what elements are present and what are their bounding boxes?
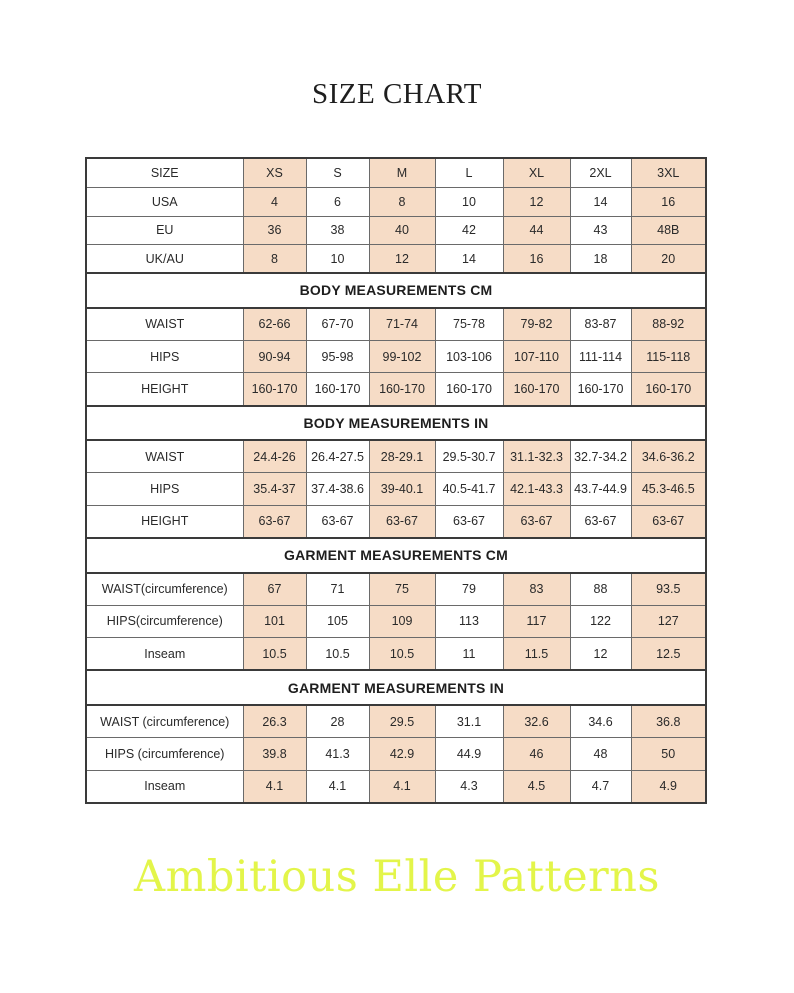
table-cell: 31.1: [435, 705, 503, 738]
table-cell: 4.5: [503, 770, 570, 803]
table-cell: 42.1-43.3: [503, 473, 570, 506]
table-cell: 63-67: [503, 505, 570, 538]
table-cell: 63-67: [631, 505, 706, 538]
table-cell: 10: [435, 188, 503, 217]
table-cell: 26.4-27.5: [306, 440, 369, 473]
table-cell: 11: [435, 638, 503, 671]
table-cell: 160-170: [369, 373, 435, 406]
row-label: HIPS: [86, 473, 243, 506]
row-label: WAIST: [86, 308, 243, 341]
table-cell: 93.5: [631, 573, 706, 606]
table-cell: 79-82: [503, 308, 570, 341]
table-cell: 45.3-46.5: [631, 473, 706, 506]
table-cell: 16: [631, 188, 706, 217]
measurement-row: [86, 638, 706, 671]
table-cell: 12: [503, 188, 570, 217]
table-cell: 3XL: [631, 158, 706, 188]
section-heading: GARMENT MEASUREMENTS CM: [86, 538, 706, 573]
row-label: HEIGHT: [86, 373, 243, 406]
table-cell: 4: [243, 188, 306, 217]
table-cell: 34.6: [570, 705, 631, 738]
measurement-row: [86, 340, 706, 373]
row-label: Inseam: [86, 638, 243, 671]
page-title: SIZE CHART: [311, 78, 482, 110]
section-heading-row: [86, 670, 706, 705]
row-label: UK/AU: [86, 245, 243, 274]
table-cell: 4.1: [243, 770, 306, 803]
table-cell: 75: [369, 573, 435, 606]
section-heading: BODY MEASUREMENTS IN: [86, 406, 706, 441]
table-cell: 20: [631, 245, 706, 274]
table-cell: 109: [369, 605, 435, 638]
table-cell: 12: [369, 245, 435, 274]
table-cell: 88-92: [631, 308, 706, 341]
table-cell: 16: [503, 245, 570, 274]
row-label: WAIST: [86, 440, 243, 473]
section-heading-row: [86, 273, 706, 308]
row-label: USA: [86, 188, 243, 217]
size-chart-table: [85, 157, 707, 804]
table-cell: 79: [435, 573, 503, 606]
table-cell: 29.5: [369, 705, 435, 738]
table-cell: 127: [631, 605, 706, 638]
table-cell: 63-67: [435, 505, 503, 538]
table-cell: 43.7-44.9: [570, 473, 631, 506]
table-cell: 32.7-34.2: [570, 440, 631, 473]
table-cell: 99-102: [369, 340, 435, 373]
table-cell: 28: [306, 705, 369, 738]
table-cell: 4.1: [369, 770, 435, 803]
table-cell: 10.5: [369, 638, 435, 671]
measurement-row: [86, 738, 706, 771]
brand-name: Ambitious Elle Patterns: [134, 852, 660, 902]
table-cell: 115-118: [631, 340, 706, 373]
table-cell: 117: [503, 605, 570, 638]
measurement-row: [86, 770, 706, 803]
table-cell: 4.3: [435, 770, 503, 803]
table-cell: 160-170: [435, 373, 503, 406]
table-cell: XL: [503, 158, 570, 188]
table-cell: 63-67: [306, 505, 369, 538]
table-cell: 113: [435, 605, 503, 638]
table-cell: 32.6: [503, 705, 570, 738]
table-cell: 11.5: [503, 638, 570, 671]
measurement-row: [86, 308, 706, 341]
table-cell: 14: [435, 245, 503, 274]
table-cell: 44.9: [435, 738, 503, 771]
table-cell: 26.3: [243, 705, 306, 738]
table-cell: 39.8: [243, 738, 306, 771]
table-cell: 160-170: [306, 373, 369, 406]
measurement-row: [86, 373, 706, 406]
section-heading: GARMENT MEASUREMENTS IN: [86, 670, 706, 705]
table-cell: 39-40.1: [369, 473, 435, 506]
table-cell: 48B: [631, 216, 706, 245]
section-heading-row: [86, 538, 706, 573]
table-cell: 8: [369, 188, 435, 217]
table-cell: 160-170: [243, 373, 306, 406]
measurement-row: [86, 573, 706, 606]
section-heading-row: [86, 406, 706, 441]
row-label: WAIST(circumference): [86, 573, 243, 606]
size-conversion-row: [86, 188, 706, 217]
table-cell: 88: [570, 573, 631, 606]
table-cell: 71-74: [369, 308, 435, 341]
table-cell: 46: [503, 738, 570, 771]
table-cell: 50: [631, 738, 706, 771]
table-cell: 67: [243, 573, 306, 606]
table-cell: 38: [306, 216, 369, 245]
measurement-row: [86, 605, 706, 638]
table-cell: 4.1: [306, 770, 369, 803]
table-cell: 18: [570, 245, 631, 274]
table-cell: 36.8: [631, 705, 706, 738]
table-cell: 42.9: [369, 738, 435, 771]
table-cell: 122: [570, 605, 631, 638]
table-cell: 29.5-30.7: [435, 440, 503, 473]
table-cell: 41.3: [306, 738, 369, 771]
table-cell: 2XL: [570, 158, 631, 188]
section-heading: BODY MEASUREMENTS CM: [86, 273, 706, 308]
size-header-row: [86, 158, 706, 188]
table-cell: 160-170: [503, 373, 570, 406]
row-label: Inseam: [86, 770, 243, 803]
table-cell: 4.9: [631, 770, 706, 803]
table-cell: 24.4-26: [243, 440, 306, 473]
table-cell: 101: [243, 605, 306, 638]
table-cell: 4.7: [570, 770, 631, 803]
table-cell: 44: [503, 216, 570, 245]
table-cell: 63-67: [369, 505, 435, 538]
size-conversion-row: [86, 245, 706, 274]
measurement-row: [86, 505, 706, 538]
table-cell: 75-78: [435, 308, 503, 341]
table-cell: 10: [306, 245, 369, 274]
table-cell: 71: [306, 573, 369, 606]
measurement-row: [86, 473, 706, 506]
row-label: HIPS(circumference): [86, 605, 243, 638]
size-conversion-row: [86, 216, 706, 245]
table-cell: 14: [570, 188, 631, 217]
table-cell: 43: [570, 216, 631, 245]
table-cell: L: [435, 158, 503, 188]
table-cell: 111-114: [570, 340, 631, 373]
table-cell: 6: [306, 188, 369, 217]
table-cell: XS: [243, 158, 306, 188]
row-label: SIZE: [86, 158, 243, 188]
table-cell: 63-67: [243, 505, 306, 538]
table-cell: 105: [306, 605, 369, 638]
table-cell: 12: [570, 638, 631, 671]
table-cell: 35.4-37: [243, 473, 306, 506]
table-cell: 107-110: [503, 340, 570, 373]
table-cell: 31.1-32.3: [503, 440, 570, 473]
table-cell: 48: [570, 738, 631, 771]
table-cell: 40.5-41.7: [435, 473, 503, 506]
table-cell: 8: [243, 245, 306, 274]
table-cell: 28-29.1: [369, 440, 435, 473]
table-cell: 67-70: [306, 308, 369, 341]
table-cell: 103-106: [435, 340, 503, 373]
table-cell: 95-98: [306, 340, 369, 373]
row-label: EU: [86, 216, 243, 245]
table-cell: 62-66: [243, 308, 306, 341]
measurement-row: [86, 440, 706, 473]
table-cell: 90-94: [243, 340, 306, 373]
table-cell: 40: [369, 216, 435, 245]
table-cell: 42: [435, 216, 503, 245]
row-label: HIPS: [86, 340, 243, 373]
table-cell: 83: [503, 573, 570, 606]
row-label: HIPS (circumference): [86, 738, 243, 771]
table-cell: 10.5: [243, 638, 306, 671]
size-chart-body: [86, 158, 706, 803]
table-cell: 160-170: [631, 373, 706, 406]
row-label: WAIST (circumference): [86, 705, 243, 738]
row-label: HEIGHT: [86, 505, 243, 538]
table-cell: 10.5: [306, 638, 369, 671]
table-cell: 12.5: [631, 638, 706, 671]
table-cell: 83-87: [570, 308, 631, 341]
table-cell: 36: [243, 216, 306, 245]
measurement-row: [86, 705, 706, 738]
table-cell: S: [306, 158, 369, 188]
table-cell: M: [369, 158, 435, 188]
table-cell: 63-67: [570, 505, 631, 538]
table-cell: 160-170: [570, 373, 631, 406]
table-cell: 34.6-36.2: [631, 440, 706, 473]
table-cell: 37.4-38.6: [306, 473, 369, 506]
